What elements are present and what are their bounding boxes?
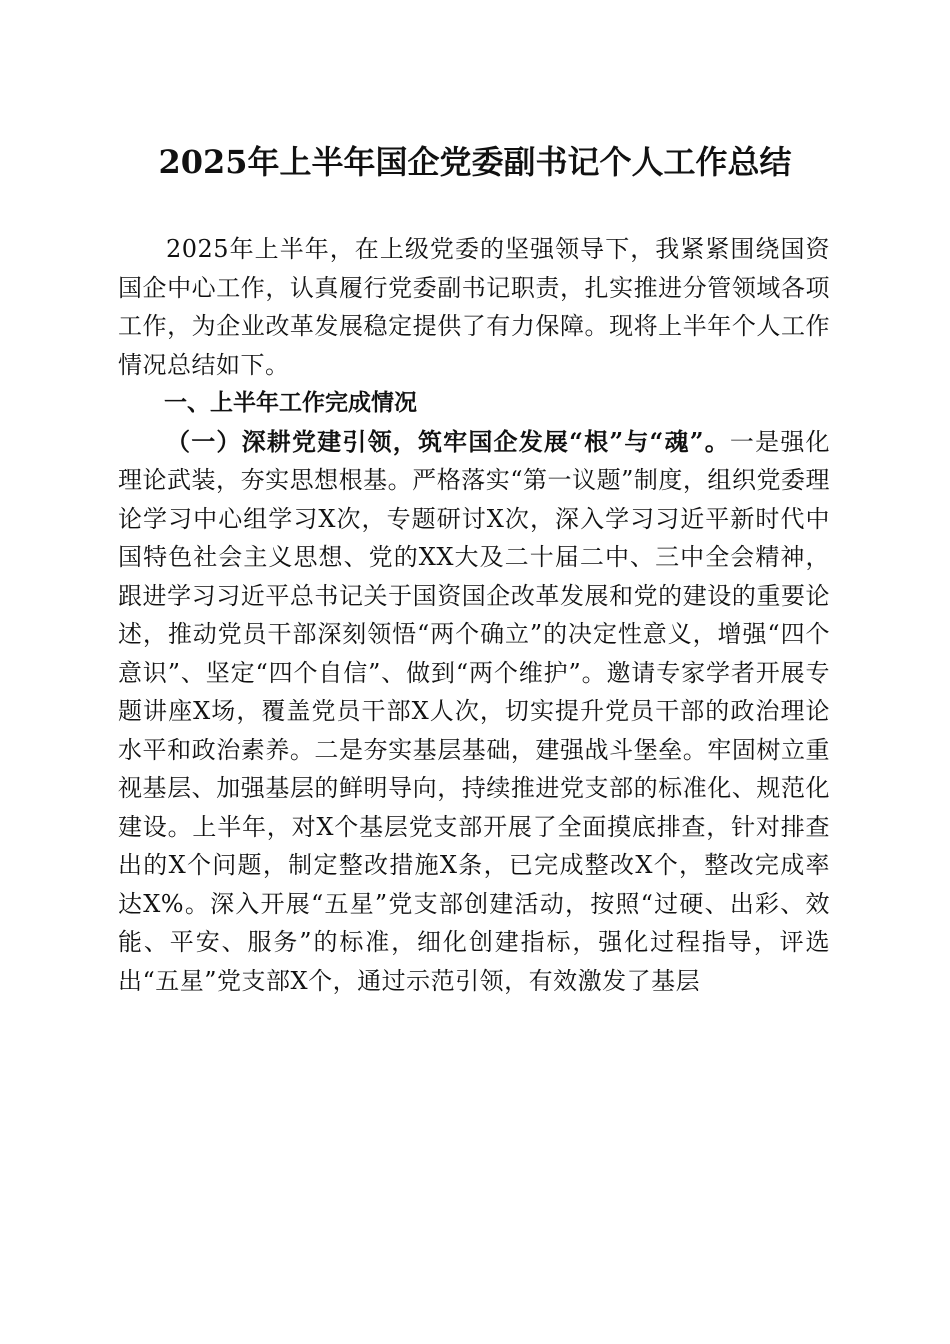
subsection-paragraph: [118, 423, 830, 1001]
document-title: 2025年上半年国企党委副书记个人工作总结: [158, 143, 792, 181]
section-heading: 一、上半年工作完成情况: [164, 390, 417, 416]
document-body: [118, 230, 830, 1000]
intro-paragraph: 2025年上半年，在上级党委的坚强领导下，我紧紧围绕国资国企中心工作，认真履行党委副书记职责，扎实推进分管领域各项工作，为企业改革发展稳定提供了有力保障。现将上半年个人工作情况总结如下。: [118, 235, 830, 379]
subsection-body: 一是强化理论武装，夯实思想根基。严格落实“第一议题”制度，组织党委理论学习中心组学习X次，专题研讨X次，深入学习习近平新时代中国特色社会主义思想、党的XX大及二十届二中、三中全会精神，跟进学习习近平总书记关于国资国企改革发展和党的建设的重要论述，推动党员干部深刻领悟“两个确立”的决定性意义，增强“四个意识”、坚定“四个自信”、做到“两个维护”。邀请专家学者开展专题讲座X场，覆盖党员干部X人次，切实提升党员干部的政治理论水平和政治素养。二是夯实基层基础，建强战斗堡垒。牢固树立重视基层、加强基层的鲜明导向，持续推进党支部的标准化、规范化建设。上半年，对X个基层党支部开展了全面摸底排查，针对排查出的X个问题，制定整改措施X条，已完成整改X个，整改完成率达X%。深入开展“五星”党支部创建活动，按照“过硬、出彩、效能、平安、服务”的标准，细化创建指标，强化过程指导，评选出“五星”党支部X个，通过示范引领，有效激发了基层: [118, 427, 831, 995]
subsection-heading: （一）深耕党建引领，筑牢国企发展“根”与“魂”。: [166, 426, 730, 456]
